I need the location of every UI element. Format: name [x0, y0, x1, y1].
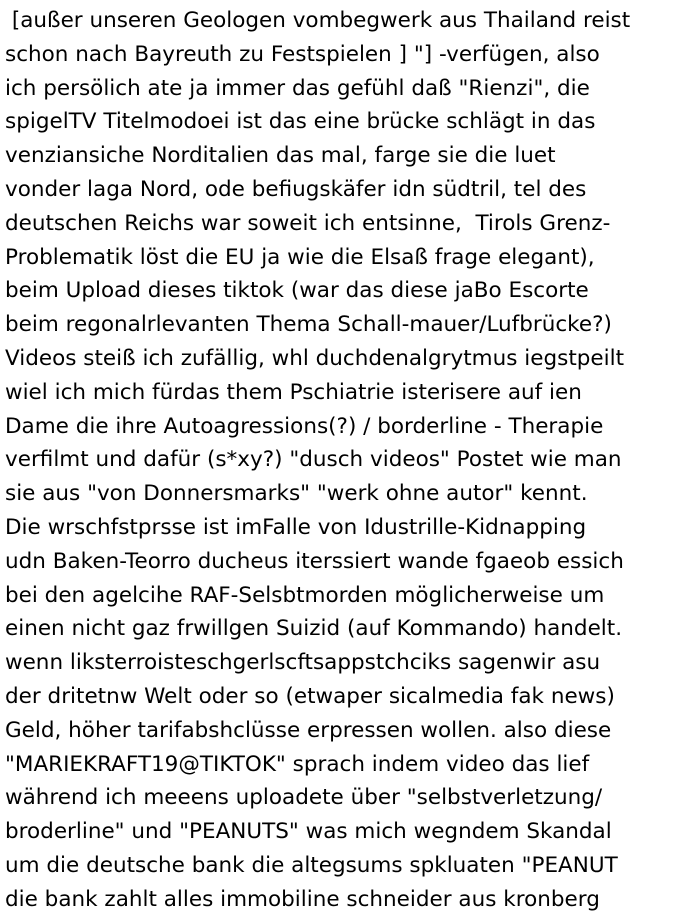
text-line: der dritetnw Welt oder so (etwaper sicalmedia fak news) [5, 683, 615, 709]
text-line: broderline" und "PEANUTS" was mich wegndem Skandal [5, 819, 612, 845]
text-line: Die wrschfstprsse ist imFalle von Idustrille-Kidnapping [5, 514, 587, 540]
text-line: um die deutsche bank die altegsums spkluaten "PEANUT [5, 852, 618, 878]
text-line: venziansiche Norditalien das mal, farge sie die luet [5, 143, 556, 169]
text-line: Problematik löst die EU ja wie die Elsaß frage elegant), [5, 244, 595, 270]
text-line: Geld, höher tarifabshclüsse erpressen wollen. also diese [5, 717, 612, 743]
text-line: sie aus "von Donnersmarks" "werk ohne autor" kennt. [5, 481, 588, 507]
text-line: spigelTV Titelmodoei ist das eine brücke schlägt in das [5, 109, 596, 135]
text-line: die bank zahlt alles immobiline schneider aus kronberg [5, 886, 600, 912]
text-line: vonder laga Nord, ode befiugskäfer idn südtril, tel des [5, 176, 587, 202]
text-line: Videos steiß ich zufällig, whl duchdenalgrytmus iegstpeilt [5, 345, 624, 371]
text-line: udn Baken-Teorro ducheus iterssiert wande fgaeob essich [5, 548, 624, 574]
text-line: schon nach Bayreuth zu Festspielen ] "] -verfügen, also [5, 41, 600, 67]
text-line: ich persölich ate ja immer das gefühl daß "Rienzi", die [5, 75, 590, 101]
text-line: einen nicht gaz frwillgen Suizid (auf Kommando) handelt. [5, 616, 623, 642]
text-line: verfilmt und dafür (s*xy?) "dusch videos" Postet wie man [5, 447, 622, 473]
text-line: wiel ich mich fürdas them Pschiatrie isterisere auf ien [5, 379, 582, 405]
text-line: [außer unseren Geologen vombegwerk aus Thailand reist [5, 8, 631, 33]
text-line: Dame die ihre Autoagressions(?) / borderline - Therapie [5, 413, 604, 439]
text-line: wenn liksterroisteschgerlscftsappstchciks sagenwir asu [5, 650, 601, 676]
text-line: beim Upload dieses tiktok (war das diese jaBo Escorte [5, 278, 589, 304]
text-line: "MARIEKRAFT19@TIKTOK" sprach indem video das lief [5, 751, 590, 777]
text-line: bei den agelcihe RAF-Selsbtmorden möglicherweise um [5, 582, 605, 608]
text-line: deutschen Reichs war soweit ich entsinne, Tirols Grenz- [5, 210, 611, 236]
document-text [5, 4, 681, 917]
text-line: während ich meeens uploadete über "selbstverletzung/ [5, 785, 603, 811]
text-line: beim regonalrlevanten Thema Schall-mauer/Lufbrücke?) [5, 312, 612, 338]
